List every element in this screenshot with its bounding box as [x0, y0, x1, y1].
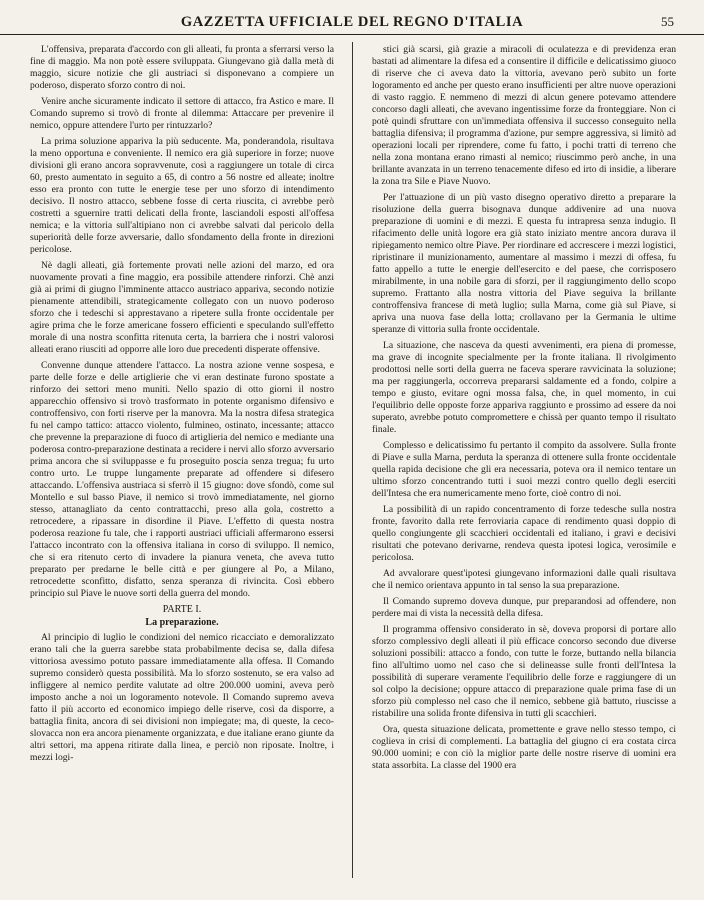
column-divider — [352, 42, 353, 878]
paragraph: La situazione, che nasceva da questi avvenimenti, era piena di promesse, ma grave di incognite specialmente per la fronte italiana. Il rivolgimento prodottosi nelle sorti della guerra ne faceva sperare ravvicinata la soluzione; ma per raggiungerla, occorreva prepararsi saldamente ed a fondo, colpire a tempo e giusto, evitare ogni mossa falsa, che, in quel momento, in cui l'equilibrio delle opposte forze appariva raggiunto e prossimo ad essere da noi superato, avrebbe potuto compromettere e chissà per quanto tempo il risultato finale. — [372, 340, 676, 435]
part-heading: PARTE I. — [162, 604, 202, 615]
section-heading: La preparazione. — [145, 617, 219, 628]
paragraph: Venire anche sicuramente indicato il settore di attacco, fra Astico e mare. Il Comando supremo si trovò di fronte al dilemma: Attaccare per prevenire il nemico, oppure attendere l'urto per rintuzzarlo? — [30, 96, 334, 131]
paragraph: Nè dagli alleati, già fortemente provati nelle azioni del marzo, ed ora nuovamente provati a fine maggio, era possibile attendere rinforzi. Chè anzi già ai primi di giugno l'imminente attacco austriaco appariva, secondo notizie pienamente attendibili, strategicamente collegato con un nuovo poderoso sforzo che i tedeschi si apprestavano a ripetere sulla fronte occidentale per agire prima che le forze americane fossero efficienti e speculando sull'effetto morale di una nostra sconfitta ritenuta certa, la barriera che i nostri valorosi alleati erano riusciti ad opporre alle loro due precedenti disperate offensive. — [30, 260, 334, 355]
right-column — [372, 44, 676, 776]
paragraph: La possibilità di un rapido concentramento di forze tedesche sulla nostra fronte, favorito dalla rete ferroviaria capace di rendimento quasi doppio di quello congiungente gli scacchieri occidentali ed italiano, i gravi e decisivi risultati che potevano derivarne, rendeva questa ipotesi logica, verosimile e pericolosa. — [372, 504, 676, 563]
paragraph: Ad avvalorare quest'ipotesi giungevano informazioni dalle quali risultava che il nemico orientava appunto in tal senso la sua preparazione. — [372, 568, 676, 591]
newspaper-title: GAZZETTA UFFICIALE DEL REGNO D'ITALIA — [180, 14, 524, 30]
page-header — [0, 14, 704, 35]
paragraph: Complesso e delicatissimo fu pertanto il compito da assolvere. Sulla fronte di Piave e sulla Marna, perduta la speranza di ottenere sulla fronte occidentale quella rapida decisione che gli era necessaria, poteva ora il nemico tentare un ultimo sforzo concentrando tutti i suoi mezzi contro quello degli eserciti dell'Intesa che era numericamente meno forte, cioè contro di noi. — [372, 440, 676, 499]
paragraph: Convenne dunque attendere l'attacco. La nostra azione venne sospesa, e parte delle forze e delle artiglierie che vi eran destinate furono spostate a rinforzo dei settori meno muniti. Nello spazio di otto giorni il nostro apparecchio offensivo si trovò trasformato in potente organismo difensivo e controffensivo, con forti riserve per la manovra. Ma la nostra difesa strategica fu nel campo tattico: attacco violento, fulmineo, ostinato, incessante; attacco che prevenne la preparazione di fuoco di artiglieria del nemico e mediante una poderosa contro-preparazione destinata a recidere i nervi allo sforzo avversario prima ancora che si sviluppasse e fu proseguito poscia senza tregua; fu urto contro urto. Le truppe lungamente preparate ad offendere si difesero attaccando. L'offensiva austriaca si sferrò il 15 giugno: dove sfondò, come sul Montello e sul basso Piave, il nemico si trovò immediatamente, nel giorno stesso, attanagliato da cento contrattacchi, preso alla gola, costretto a retrocedere, a ripassare in disordine il Piave. L'effetto di questa nostra poderosa reazione fu tale, che i rapporti austriaci ufficiali affermarono essersi l'attacco incontrato con la offensiva italiana in corso di sviluppo. Il nemico, che si era ritenuto certo di invadere la pianura veneta, che aveva tutto preparato per predarne le belle città e per giungere al Po, a Milano, retrocedette sconfitto, disfatto, senza speranza di rivincita. Così ebbero principio sul Piave le nuove sorti della guerra del mondo. — [30, 360, 334, 599]
paragraph: Per l'attuazione di un più vasto disegno operativo diretto a preparare la risoluzione della guerra bisognava dunque addivenire ad una nuova preparazione di uomini e di mezzi. E questa fu intrapresa senza indugio. Il rifacimento delle unità logore era già stato iniziato mentre ancora durava il ripiegamento nemico oltre Piave. Per riordinare ed accrescere i mezzi logistici, ripristinare il munizionamento, aumentare al massimo i mezzi di offesa, fu fatto appello a tutte le energie dell'esercito e del paese, che corrisposero mirabilmente, in una nobile gara di sforzi, per il raggiungimento dello scopo supremo. Frattanto alla nostra vittoria del Piave seguiva la brillante controffensiva francese di metà luglio; sulla Marna, come già sul Piave, si apriva una nuova fase della lotta; crollavano per la Germania le ultime speranze di vittoria sulla fronte occidentale. — [372, 192, 676, 335]
paragraph: Il Comando supremo doveva dunque, pur preparandosi ad offendere, non perdere mai di vista la necessità della difesa. — [372, 596, 676, 619]
paragraph: Il programma offensivo considerato in sè, doveva proporsi di portare allo sforzo complessivo degli alleati il più efficace concorso secondo due diverse soluzioni possibili: attacco a fondo, con tutte le forze, buttando nella bilancia fino all'ultimo uomo nel caso che si delineasse sulle fronti dell'Intesa la possibilità di superare veramente l'equilibrio delle forze e raggiungere di un sol colpo la decisione; oppure attacco di preparazione quale prima fase di un sforzo più complesso nel caso che il nemico, sebbene già battuto, riuscisse a ristabilire una solida fronte difensiva in tutti gli scacchieri. — [372, 624, 676, 719]
page-number: 55 — [661, 14, 674, 29]
paragraph: stici già scarsi, già grazie a miracoli di oculatezza e di previdenza eran bastati ad alimentare la difesa ed a consentire il difficile e delicatissimo giuoco di riserve che ci aveva dato la vittoria, avevano però subito un forte logoramento ed anche per questo erano insufficienti per altre nuove operazioni di vasto raggio. E nemmeno di mezzi di alcun genere potevamo attendere concorso dagli alleati, che avevano ingentissime forze da fronteggiare. Non ci potè quindi sfruttare con un'immediata offensiva il successo conseguito nella battaglia difensiva; il programma d'azione, pur sempre aggressiva, si limitò ad operazioni locali per riprendere, come fu fatto, i pochi tratti di terreno che nella zona montana erano rimasti al nemico; riuscimmo però anche, in una brillante avanzata in un terreno tenacemente difeso ed irto di insidie, a liberare la zona tra Sile e Piave Nuovo. — [372, 44, 676, 187]
paragraph: Ora, questa situazione delicata, promettente e grave nello stesso tempo, ci coglieva in crisi di complementi. La battaglia del giugno ci era costata circa 90.000 uomini; e con ciò la miglior parte delle nostre riserve di uomini era stata assorbita. La classe del 1900 era — [372, 724, 676, 771]
paragraph: L'offensiva, preparata d'accordo con gli alleati, fu pronta a sferrarsi verso la fine di maggio. Ma non potè essere sviluppata. Giungevano già dalla metà di maggio, sicure notizie che gli austriaci si disponevano a compiere un poderoso, disperato sforzo contro di noi. — [30, 44, 334, 91]
left-column — [30, 44, 334, 768]
paragraph: La prima soluzione appariva la più seducente. Ma, ponderandola, risultava la meno opportuna e conveniente. Il nemico era già superiore in forze; nuove divisioni gli erano ancora sopravvenute, così a raggiungere un totale di circa 60, presto aumentato in seguito a 65, di contro a 56 nostre ed alleate; inoltre esso era pronto con tutte le energie tese per uno sforzo di intendimento decisivo. Il nostro attacco, sebbene fosse di certa riuscita, ci avrebbe però costretti a sguernire tratti delicati della fronte, lasciandoli esposti all'offesa nemica; e la vittoria sull'altipiano non ci avrebbe salvati dal pericolo della superiorità delle forze avversarie, dallo sfondamento della fronte in direzioni pericolose. — [30, 136, 334, 255]
paragraph: Al principio di luglio le condizioni del nemico ricacciato e demoralizzato erano tali che la guerra sarebbe stata probabilmente decisa se, dalla difesa vittoriosa avessimo potuto passare immediatamente alla offesa. Il Comando supremo considerò questa possibilità. Ma lo sforzo sostenuto, se era valso ad infliggere al nemico perdite valutate ad oltre 200.000 uomini, aveva però imposto anche a noi un logoramento notevole. Il Comando supremo aveva fatto il più accorto ed economico impiego delle riserve, così da disporre, a battaglia finita, ancora di sei divisioni non impiegate; ma, di queste, la ceco-slovacca non era ancora pienamente organizzata, e due italiane erano giunte da altri settori, ma appena ritirate dalla linea, e perciò non riposate. Inoltre, i mezzi logi- — [30, 632, 334, 763]
